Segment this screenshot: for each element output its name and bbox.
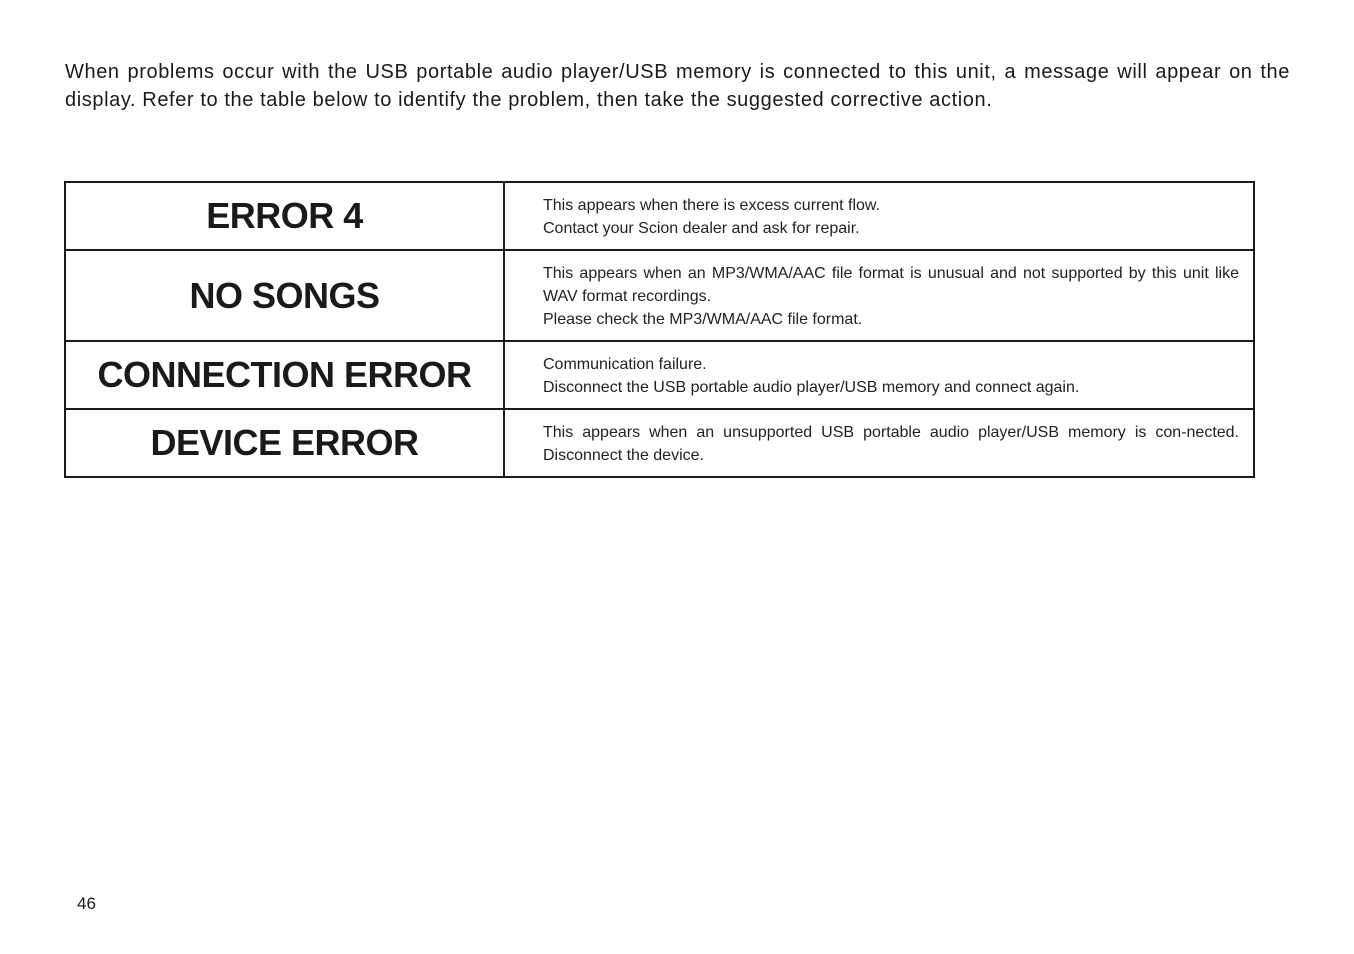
error-description [504, 182, 1254, 250]
error-code: NO SONGS [65, 250, 504, 341]
table-row [65, 341, 1254, 409]
description-line: Contact your Scion dealer and ask for repair. [543, 220, 860, 237]
error-code: ERROR 4 [65, 182, 504, 250]
table-row [65, 409, 1254, 477]
table-row [65, 250, 1254, 341]
error-code: CONNECTION ERROR [65, 341, 504, 409]
description-line: Disconnect the USB portable audio player/USB memory and connect again. [543, 379, 1080, 396]
error-code: DEVICE ERROR [65, 409, 504, 477]
description-line: This appears when there is excess current flow. [543, 197, 881, 214]
description-line: This appears when an unsupported USB portable audio player/USB memory is con-nected. Disconnect the device. [543, 424, 1239, 464]
description-line: This appears when an MP3/WMA/AAC file format is unusual and not supported by this unit like WAV format recordings. [543, 265, 1239, 305]
error-description [504, 409, 1254, 477]
error-description [504, 250, 1254, 341]
description-line: Please check the MP3/WMA/AAC file format. [543, 311, 863, 328]
intro-paragraph: When problems occur with the USB portable audio player/USB memory is connected to this unit, a message will appear on the display. Refer to the table below to identify the problem, then take the suggested corrective action. [65, 61, 1290, 111]
description-line: Communication failure. [543, 356, 707, 373]
table-row [65, 182, 1254, 250]
error-message-table [64, 181, 1255, 478]
error-description [504, 341, 1254, 409]
page-number: 46 [77, 894, 96, 913]
